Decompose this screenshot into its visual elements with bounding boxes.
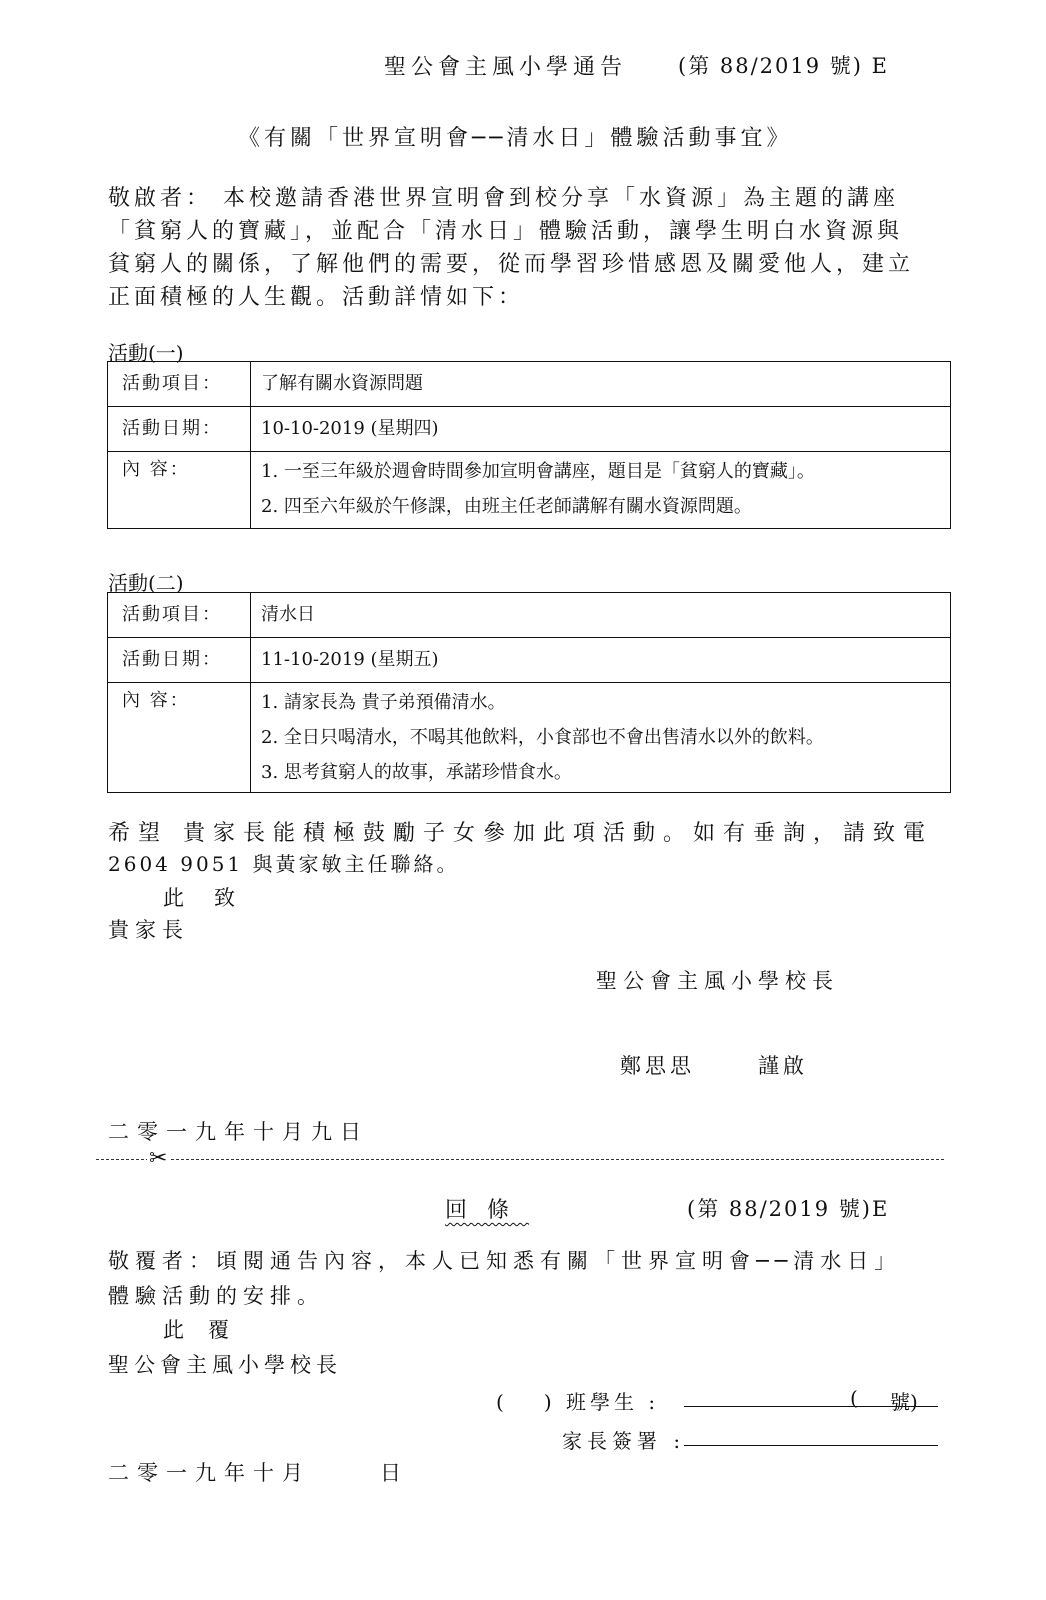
class-close-paren: ) <box>543 1390 556 1414</box>
class-open-paren: ( <box>496 1390 508 1414</box>
parent-signature-label: 家長簽署 : <box>562 1429 686 1453</box>
notice-number: (第 88/2019 號) E <box>678 54 889 78</box>
activity2-item-value: 清水日 <box>251 593 951 638</box>
notice-date: 二零一九年十月九日 <box>108 1120 369 1144</box>
cut-line <box>96 1159 944 1160</box>
intro-line: 正面積極的人生觀。活動詳情如下： <box>108 285 525 310</box>
signer-name: 鄭思思 <box>620 1054 695 1078</box>
table-row <box>108 362 951 407</box>
activity1-content-key: 內 容： <box>108 452 251 529</box>
activity1-table <box>107 361 951 529</box>
notice-subject: 《有關「世界宣明會──清水日」體驗活動事宜》 <box>238 126 793 151</box>
notice-title: 聖公會主風小學通告 <box>384 55 628 80</box>
intro-line: 「貧窮人的寶藏」，並配合「清水日」體驗活動，讓學生明白水資源與 <box>108 219 904 244</box>
list-item: 2. 四至六年級於午修課，由班主任老師講解有關水資源問題。 <box>261 496 752 517</box>
student-class-row <box>496 1386 659 1415</box>
reply-body <box>108 1244 901 1314</box>
student-number-open: ( <box>850 1386 858 1410</box>
student-label: 班學生 : <box>565 1390 660 1414</box>
scissors-icon: ✂ <box>149 1146 168 1171</box>
activity2-content-key: 內 容： <box>108 683 251 793</box>
intro-line: 貧窮人的關係，了解他們的需要，從而學習珍惜感恩及關愛他人，建立 <box>108 252 915 277</box>
list-item: 3. 思考貧窮人的故事，承諾珍惜食水。 <box>261 762 572 783</box>
table-row <box>108 683 951 793</box>
activity2-label: 活動(二) <box>108 571 184 595</box>
reply-date-day: 日 <box>380 1461 401 1485</box>
intro-paragraph <box>108 182 953 314</box>
reply-recipient: 聖公會主風小學校長 <box>108 1353 342 1377</box>
activity1-date-key: 活動日期： <box>108 407 251 452</box>
activity2-item-key: 活動項目： <box>108 593 251 638</box>
student-number-label: 號) <box>890 1390 918 1414</box>
activity1-label: 活動(一) <box>108 341 184 365</box>
salutation-cizhi: 此致 <box>163 886 265 910</box>
recipient: 貴家長 <box>108 918 189 942</box>
activity2-table <box>107 592 951 793</box>
table-row <box>108 407 951 452</box>
reply-line: 敬覆者：頃閱通告內容，本人已知悉有關「世界宣明會──清水日」 <box>108 1249 902 1273</box>
table-row <box>108 638 951 683</box>
list-item: 1. 請家長為 貴子弟預備清水。 <box>261 692 506 713</box>
contact-line: 2604 9051 與黃家敏主任聯絡。 <box>108 852 460 876</box>
signer-closing: 謹啟 <box>758 1054 808 1078</box>
signer-title: 聖公會主風小學校長 <box>596 969 839 993</box>
activity1-item-value: 了解有關水資源問題 <box>251 362 951 407</box>
activity1-date-value: 10-10-2019 (星期四) <box>251 407 951 452</box>
activity2-date-key: 活動日期： <box>108 638 251 683</box>
table-row <box>108 452 951 529</box>
reply-notice-number: (第 88/2019 號)E <box>687 1197 890 1221</box>
salutation-cifu: 此覆 <box>163 1318 253 1342</box>
reply-date: 二零一九年十月 <box>108 1461 311 1485</box>
activity1-content <box>251 452 951 529</box>
parent-signature-field[interactable] <box>684 1445 938 1446</box>
activity1-item-key: 活動項目： <box>108 362 251 407</box>
list-item: 2. 全日只喝清水，不喝其他飲料，小食部也不會出售清水以外的飲料。 <box>261 727 824 748</box>
list-item: 1. 一至三年級於週會時間參加宣明會講座，題目是「貧窮人的寶藏」。 <box>261 461 815 482</box>
reply-line: 體驗活動的安排。 <box>108 1284 324 1308</box>
intro-line: 敬啟者： 本校邀請香港世界宣明會到校分享「水資源」為主題的講座 <box>108 186 899 211</box>
activity2-date-value: 11-10-2019 (星期五) <box>251 638 951 683</box>
table-row <box>108 593 951 638</box>
closing-line: 希望 貴家長能積極鼓勵子女參加此項活動。如有垂詢，請致電 <box>108 821 933 846</box>
reply-slip-title: 回條 <box>445 1198 530 1223</box>
activity2-content <box>251 683 951 793</box>
